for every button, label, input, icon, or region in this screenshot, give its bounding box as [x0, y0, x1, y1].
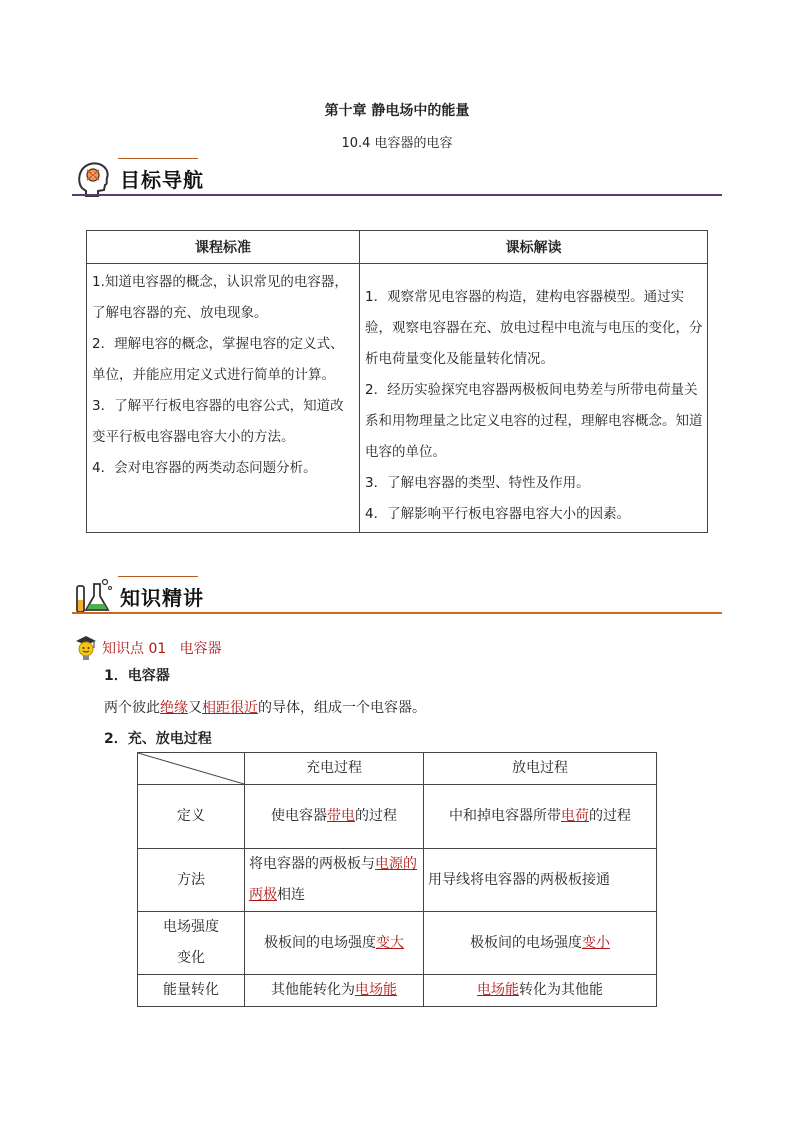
- key-term: 相距很近: [202, 700, 258, 716]
- standards-header-row: [87, 231, 708, 264]
- section-goal-header: [72, 158, 722, 198]
- discharge-cell: 用导线将电容器的两极板接通: [424, 849, 657, 912]
- item1-heading: 1．电容器: [104, 668, 170, 684]
- text-segment: 两个彼此: [104, 700, 160, 716]
- knowledge-point-number: 知识点 01: [102, 641, 167, 657]
- section-knowledge-header: [72, 576, 722, 616]
- text-segment: 转化为其他能: [519, 982, 603, 998]
- discharge-cell: [424, 912, 657, 975]
- item1-text: [104, 697, 426, 717]
- key-term: 变小: [582, 934, 610, 951]
- interpretation-item: 2．经历实验探究电容器两极板间电势差与所带电荷量关系和用物理量之比定义电容的过程，理解电容概念。知道电容的单位。: [365, 382, 703, 460]
- header-course-standard: 课程标准: [87, 231, 360, 264]
- key-term: 电源的两极: [249, 856, 417, 903]
- standard-item: 3．了解平行板电容器的电容公式，知道改变平行板电容器电容大小的方法。: [92, 398, 344, 445]
- standards-left-cell: [87, 264, 360, 533]
- section-goal-rule: [72, 194, 722, 196]
- text-segment: 极板间的电场强度: [470, 934, 582, 951]
- interpretation-item: 3．了解电容器的类型、特性及作用。: [365, 475, 590, 491]
- key-term: 电场能: [355, 982, 397, 998]
- section-overline: [118, 158, 198, 159]
- standards-table: [86, 230, 708, 533]
- text-segment: 的过程: [589, 808, 631, 824]
- row-method: [138, 849, 657, 912]
- header-standard-interpretation: 课标解读: [360, 231, 708, 264]
- section-goal-title: 目标导航: [120, 168, 204, 192]
- row-label-text: 电场强度变化: [163, 919, 219, 966]
- discharge-cell: [424, 785, 657, 849]
- charge-discharge-table: [137, 752, 657, 1007]
- discharge-cell: [424, 975, 657, 1007]
- lesson-title: 10.4 电容器的电容: [341, 136, 453, 151]
- item2-heading: 2．充、放电过程: [104, 731, 212, 747]
- row-label: [138, 912, 245, 975]
- knowledge-point-label: [102, 638, 222, 658]
- section-overline: [118, 576, 198, 577]
- charge-cell: [245, 912, 424, 975]
- key-term: 电荷: [561, 808, 589, 824]
- process-header-row: [138, 753, 657, 785]
- row-energy: [138, 975, 657, 1007]
- standards-body-row: [87, 264, 708, 533]
- text-segment: 极板间的电场强度: [264, 934, 376, 951]
- row-label: 方法: [138, 849, 245, 912]
- key-term: 变大: [376, 934, 404, 951]
- section-knowledge-rule: [72, 612, 722, 614]
- text-segment: 相连: [277, 887, 305, 903]
- lightbulb-scholar-icon: [72, 634, 100, 662]
- key-term: 绝缘: [160, 700, 188, 716]
- header-discharge: 放电过程: [424, 753, 657, 785]
- knowledge-point-name: 电容器: [179, 641, 222, 657]
- key-term: 带电: [327, 808, 355, 824]
- header-charge: 充电过程: [245, 753, 424, 785]
- text-segment: 使电容器: [271, 808, 327, 824]
- text-segment: 其他能转化为: [271, 982, 355, 998]
- diagonal-line: [138, 753, 244, 784]
- key-term: 电场能: [477, 982, 519, 998]
- standard-item: 1.知道电容器的概念，认识常见的电容器，了解电容器的充、放电现象。: [92, 274, 348, 321]
- text-segment: 又: [188, 700, 202, 716]
- text-segment: 的过程: [355, 808, 397, 824]
- knowledge-point-header: [72, 634, 372, 662]
- diagonal-header-cell: [138, 753, 245, 785]
- charge-cell: [245, 975, 424, 1007]
- row-field: [138, 912, 657, 975]
- brain-gear-icon: [74, 158, 114, 198]
- row-definition: [138, 785, 657, 849]
- interpretation-item: 1．观察常见电容器的构造，建构电容器模型。通过实验，观察电容器在充、放电过程中电流与电压的变化，分析电荷量变化及能量转化情况。: [365, 289, 703, 367]
- standards-right-cell: [360, 264, 708, 533]
- text-segment: 中和掉电容器所带: [449, 808, 561, 824]
- interpretation-item: 4．了解影响平行板电容器电容大小的因素。: [365, 506, 631, 522]
- chapter-title: 第十章 静电场中的能量: [324, 103, 470, 119]
- charge-cell: [245, 785, 424, 849]
- row-label: 能量转化: [138, 975, 245, 1007]
- standard-item: 2．理解电容的概念，掌握电容的定义式、单位，并能应用定义式进行简单的计算。: [92, 336, 344, 383]
- row-label: 定义: [138, 785, 245, 849]
- section-knowledge-title: 知识精讲: [120, 586, 204, 610]
- lab-flask-icon: [74, 576, 114, 616]
- text-segment: 的导体，组成一个电容器。: [258, 700, 426, 716]
- text-segment: 将电容器的两极板与: [249, 856, 375, 872]
- charge-cell: [245, 849, 424, 912]
- standard-item: 4．会对电容器的两类动态问题分析。: [92, 460, 317, 476]
